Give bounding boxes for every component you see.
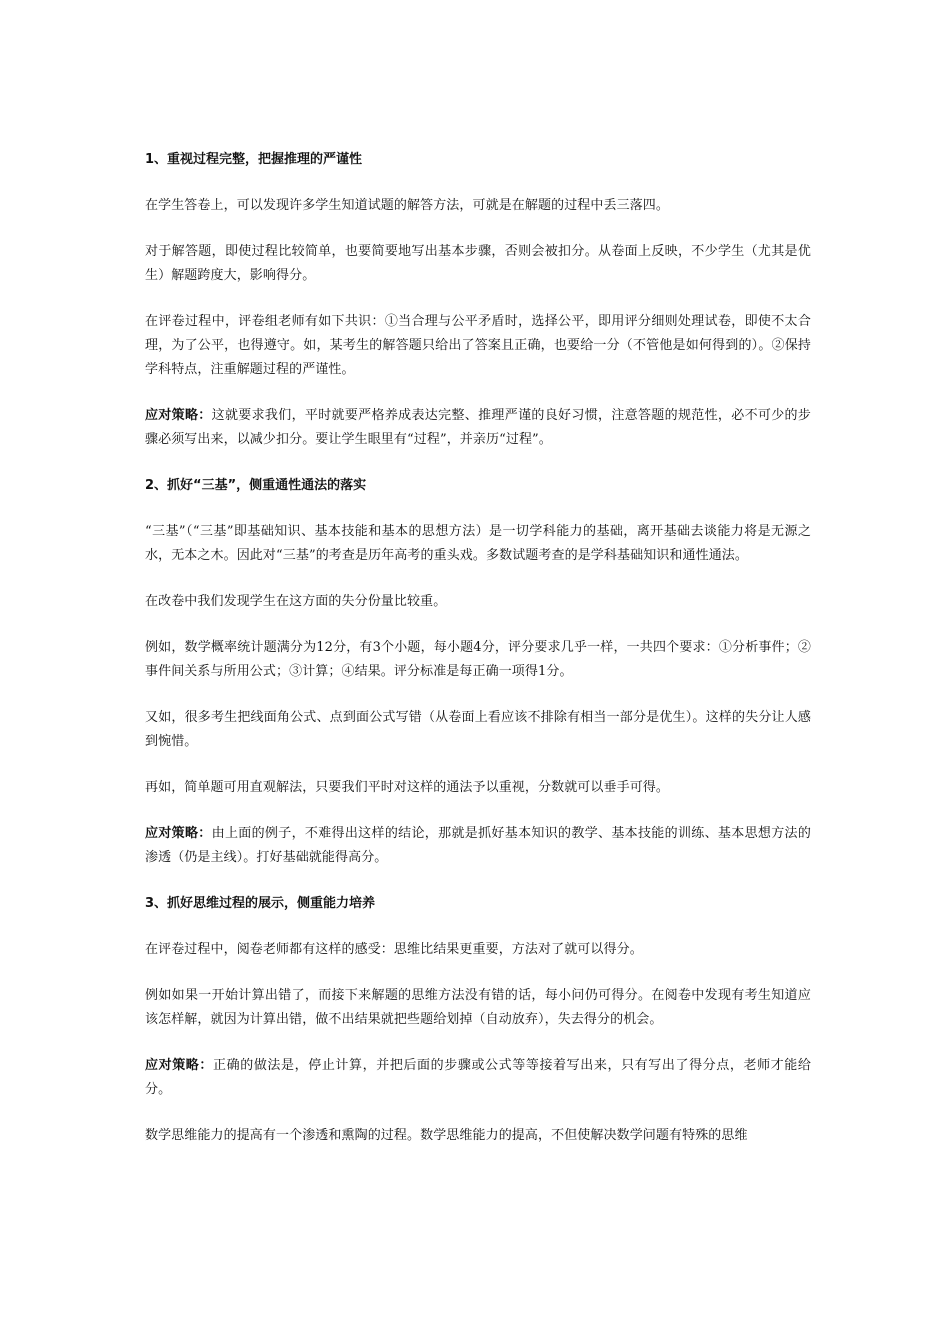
- section-heading-3: 3、抓好思维过程的展示，侧重能力培养: [145, 896, 376, 911]
- section-3-paragraph-2: 例如如果一开始计算出错了，而接下来解题的思维方法没有错的话，每小问仍可得分。在阅卷中发现有考生知道应该怎样解，就因为计算出错，做不出结果就把些题给划掉（自动放弃），失去得分的机会。: [145, 988, 811, 1027]
- strategy-text: 由上面的例子，不难得出这样的结论，那就是抓好基本知识的教学、基本技能的训练、基本思想方法的渗透（仍是主线）。打好基础就能得高分。: [145, 826, 811, 865]
- section-3-strategy: [145, 1054, 811, 1102]
- section-1-strategy: [145, 404, 811, 452]
- section-2-paragraph-3: 例如，数学概率统计题满分为12分，有3个小题，每小题4分，评分要求几乎一样，一共四个要求：①分析事件；②事件间关系与所用公式；③计算；④结果。评分标准是每正确一项得1分。: [145, 640, 811, 679]
- strategy-text: 正确的做法是，停止计算，并把后面的步骤或公式等等接着写出来，只有写出了得分点，老师才能给分。: [145, 1058, 811, 1097]
- strategy-text: 这就要求我们，平时就要严格养成表达完整、推理严谨的良好习惯，注意答题的规范性，必不可少的步骤必须写出来，以减少扣分。要让学生眼里有“过程”，并亲历“过程”。: [145, 408, 811, 447]
- section-2-paragraph-2: 在改卷中我们发现学生在这方面的失分份量比较重。: [145, 594, 447, 609]
- section-3-paragraph-1: 在评卷过程中，阅卷老师都有这样的感受：思维比结果更重要，方法对了就可以得分。: [145, 942, 643, 957]
- section-1-paragraph-1: 在学生答卷上，可以发现许多学生知道试题的解答方法，可就是在解题的过程中丢三落四。: [145, 198, 670, 213]
- section-2-strategy: [145, 822, 811, 870]
- section-2-paragraph-5: 再如，简单题可用直观解法，只要我们平时对这样的通法予以重视，分数就可以垂手可得。: [145, 780, 670, 795]
- strategy-label: 应对策略：: [145, 1058, 214, 1073]
- document-page: [145, 148, 811, 1170]
- section-1-paragraph-3: 在评卷过程中，评卷组老师有如下共识：①当合理与公平矛盾时，选择公平，即用评分细则处理试卷，即使不太合理，为了公平，也得遵守。如，某考生的解答题只给出了答案且正确，也要给一分（不管他是如何得到的）。②保持学科特点，注重解题过程的严谨性。: [145, 314, 811, 377]
- strategy-label: 应对策略：: [145, 408, 212, 423]
- section-2-paragraph-4: 又如，很多考生把线面角公式、点到面公式写错（从卷面上看应该不排除有相当一部分是优生）。这样的失分让人感到惋惜。: [145, 710, 811, 749]
- section-2-paragraph-1: “三基”（“三基”即基础知识、基本技能和基本的思想方法）是一切学科能力的基础，离开基础去谈能力将是无源之水，无本之木。因此对“三基”的考查是历年高考的重头戏。多数试题考查的是学科基础知识和通性通法。: [145, 524, 811, 563]
- section-3-trailing-paragraph: 数学思维能力的提高有一个渗透和熏陶的过程。数学思维能力的提高，不但使解决数学问题有特殊的思维: [145, 1128, 748, 1143]
- strategy-label: 应对策略：: [145, 826, 212, 841]
- section-heading-1: 1、重视过程完整，把握推理的严谨性: [145, 152, 363, 167]
- section-1-paragraph-2: 对于解答题，即使过程比较简单，也要简要地写出基本步骤，否则会被扣分。从卷面上反映，不少学生（尤其是优生）解题跨度大，影响得分。: [145, 244, 811, 283]
- section-heading-2: 2、抓好“三基”，侧重通性通法的落实: [145, 478, 367, 493]
